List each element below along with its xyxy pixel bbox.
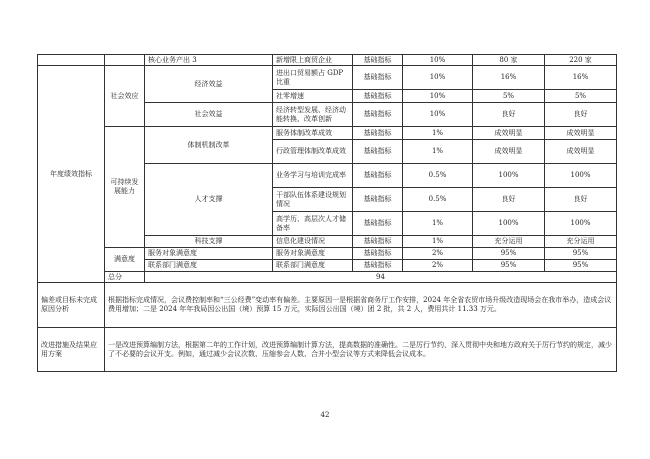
cell-type: 基础指标 [353, 212, 403, 236]
cell-indicator: 经济转型发展、经济动能转换、改革创新 [273, 103, 353, 127]
measures-label: 改进措施及结果应用方案 [38, 328, 105, 372]
deviation-text: 根据指标完成情况，会议费控制率和“三公经费”变动率有偏差。主要原因一是根据省商务厅工作安排，2024 年全省农贸市场升级改造现场会在我市举办，造成会议费用增加；二是 2024 年年我局因公出国（境）预算 15 万元，实际因公出国（境）团 2 批，共 2 人，费用共计 11.33 万元。 [105, 283, 617, 328]
total-row [38, 272, 617, 283]
cell-actual: 良好 [545, 188, 617, 212]
cell-indicator: 业务学习与培训完成率 [273, 164, 353, 188]
page-number: 42 [320, 411, 330, 419]
cell-target: 成效明显 [473, 140, 545, 164]
cell-actual: 95% [545, 260, 617, 272]
cell-lvl1: 可持续发展能力 [105, 127, 145, 248]
cell-weight: 10% [403, 103, 473, 127]
cell-actual: 成效明显 [545, 127, 617, 140]
cell-target: 95% [473, 248, 545, 260]
cell-lvl2: 联系部门满意度 [145, 260, 273, 272]
cell-lvl2: 科技支撑 [145, 236, 273, 248]
table-row [38, 127, 617, 140]
cell-target: 良好 [473, 103, 545, 127]
cell-indicator: 新增限上商贸企业 [273, 55, 353, 66]
cell-type: 基础指标 [353, 140, 403, 164]
cell-target: 充分运用 [473, 236, 545, 248]
cell-actual: 5% [545, 90, 617, 103]
cell-lvl0: 年度绩效指标 [38, 66, 105, 283]
cell-target: 16% [473, 66, 545, 90]
measures-row [38, 328, 617, 372]
cell-type: 基础指标 [353, 127, 403, 140]
cell-indicator: 社零增速 [273, 90, 353, 103]
cell-lvl2: 社会效益 [145, 103, 273, 127]
cell-lvl2: 服务对象满意度 [145, 248, 273, 260]
cell-type: 基础指标 [353, 90, 403, 103]
cell-lvl2: 体制机制改革 [145, 127, 273, 164]
total-value: 94 [145, 272, 617, 283]
cell-lvl3: 核心业务产出 3 [145, 55, 273, 66]
cell-actual: 16% [545, 66, 617, 90]
cell-actual: 100% [545, 212, 617, 236]
cell-target: 95% [473, 260, 545, 272]
cell-lvl2: 人才支撑 [145, 164, 273, 236]
cell-lvl1: 满意度 [105, 248, 145, 272]
table-row [38, 55, 617, 66]
cell-weight: 2% [403, 260, 473, 272]
cell-target: 良好 [473, 188, 545, 212]
table-row [38, 248, 617, 260]
cell-target: 成效明显 [473, 127, 545, 140]
table-row [38, 66, 617, 90]
deviation-row [38, 283, 617, 328]
cell-weight: 0.5% [403, 164, 473, 188]
cell-type: 基础指标 [353, 260, 403, 272]
cell-target: 100% [473, 164, 545, 188]
cell-target: 100% [473, 212, 545, 236]
deviation-label: 偏差或目标未完成原因分析 [38, 283, 105, 328]
cell-indicator: 服务体制改革成效 [273, 127, 353, 140]
cell-lvl1: 社会效应 [105, 66, 145, 127]
cell-weight: 1% [403, 236, 473, 248]
cell-weight: 0.5% [403, 188, 473, 212]
cell-weight: 1% [403, 127, 473, 140]
cell-actual: 成效明显 [545, 140, 617, 164]
cell-weight: 1% [403, 212, 473, 236]
cell-weight: 2% [403, 248, 473, 260]
cell-target: 5% [473, 90, 545, 103]
cell-type: 基础指标 [353, 164, 403, 188]
cell-target: 80 家 [473, 55, 545, 66]
cell-type: 基础指标 [353, 103, 403, 127]
cell-indicator: 联系部门满意度 [273, 260, 353, 272]
cell-weight: 10% [403, 66, 473, 90]
cell-actual: 良好 [545, 103, 617, 127]
total-label: 总分 [105, 272, 145, 283]
cell-actual: 95% [545, 248, 617, 260]
cell-weight: 10% [403, 90, 473, 103]
cell-type: 基础指标 [353, 188, 403, 212]
cell-indicator: 行政管理体制改革成效 [273, 140, 353, 164]
cell-indicator: 进出口贸易额占 GDP 比重 [273, 66, 353, 90]
cell-actual: 充分运用 [545, 236, 617, 248]
cell-type: 基础指标 [353, 55, 403, 66]
cell-lvl2: 经济效益 [145, 66, 273, 103]
performance-table [37, 54, 617, 372]
cell-actual: 220 家 [545, 55, 617, 66]
cell-actual: 100% [545, 164, 617, 188]
cell-type: 基础指标 [353, 236, 403, 248]
cell-indicator: 干部队伍体系建设规划情况 [273, 188, 353, 212]
cell-indicator: 服务对象满意度 [273, 248, 353, 260]
cell-type: 基础指标 [353, 66, 403, 90]
cell-weight: 1% [403, 140, 473, 164]
cell-indicator: 信息化建设情况 [273, 236, 353, 248]
measures-text: 一是改进预算编制方法，根据第二年的工作计划，改进预算编制计算方法，提高数据的准确性。二是厉行节约，深入贯彻中央和地方政府关于厉行节约的规定，减少了不必要的会议开支。例如，通过减少会议次数、压缩参会人数、合并小型会议等方式来降低会议成本。 [105, 328, 617, 372]
cell-indicator: 高学历、高层次人才储备率 [273, 212, 353, 236]
cell-type: 基础指标 [353, 248, 403, 260]
cell-weight: 10% [403, 55, 473, 66]
